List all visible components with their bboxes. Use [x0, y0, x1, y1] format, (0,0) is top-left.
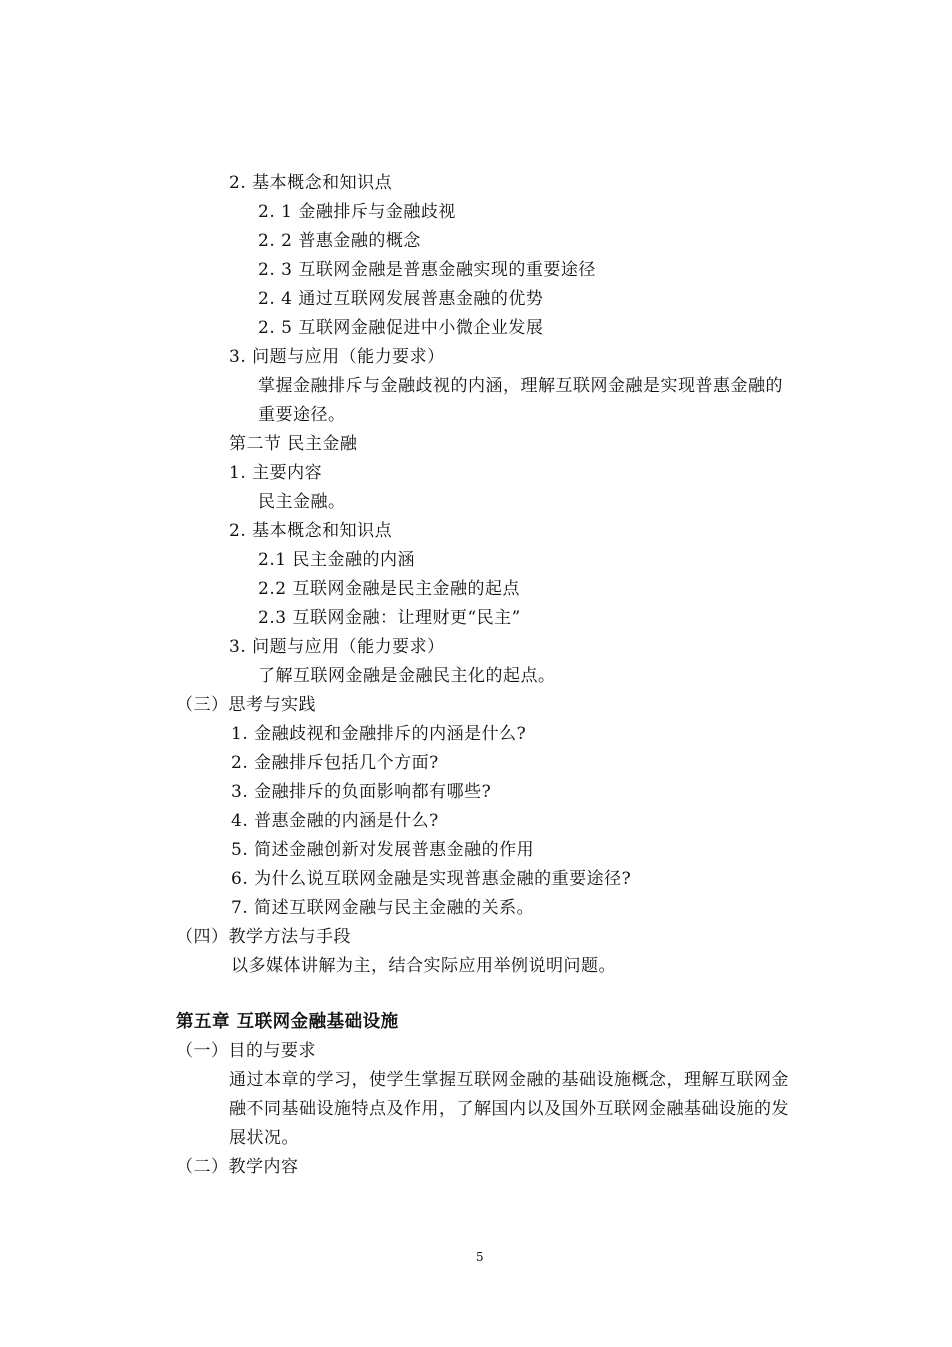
questions-heading: 3. 问题与应用（能力要求） [229, 347, 445, 367]
concepts-heading: 2. 基本概念和知识点 [229, 173, 393, 193]
methods-heading: （四）教学方法与手段 [176, 927, 351, 947]
practice-item: 2. 金融排斥包括几个方面? [231, 753, 439, 773]
concept-item: 2.3 互联网金融：让理财更“民主” [258, 608, 521, 628]
practice-item: 4. 普惠金融的内涵是什么? [231, 811, 439, 831]
practice-item: 6. 为什么说互联网金融是实现普惠金融的重要途径? [231, 869, 632, 889]
concept-item: 2. 4 通过互联网发展普惠金融的优势 [258, 289, 544, 309]
section-title: 第二节 民主金融 [229, 434, 358, 454]
objectives-text: 融不同基础设施特点及作用，了解国内以及国外互联网金融基础设施的发 [229, 1099, 789, 1119]
teaching-content-heading: （二）教学内容 [176, 1157, 299, 1177]
objectives-heading: （一）目的与要求 [176, 1041, 316, 1061]
practice-item: 5. 简述金融创新对发展普惠金融的作用 [231, 840, 535, 860]
chapter-title: 第五章 互联网金融基础设施 [176, 1012, 399, 1032]
objectives-text: 通过本章的学习，使学生掌握互联网金融的基础设施概念，理解互联网金 [229, 1070, 789, 1090]
practice-item: 1. 金融歧视和金融排斥的内涵是什么? [231, 724, 527, 744]
objectives-text: 展状况。 [229, 1128, 299, 1148]
concept-item: 2. 1 金融排斥与金融歧视 [258, 202, 456, 222]
content-text: 民主金融。 [258, 492, 346, 512]
concept-item: 2. 2 普惠金融的概念 [258, 231, 421, 251]
questions-text: 了解互联网金融是金融民主化的起点。 [258, 666, 556, 686]
concepts-heading: 2. 基本概念和知识点 [229, 521, 393, 541]
practice-item: 7. 简述互联网金融与民主金融的关系。 [231, 898, 535, 918]
page-number: 5 [476, 1250, 484, 1264]
practice-heading: （三）思考与实践 [176, 695, 316, 715]
questions-text: 掌握金融排斥与金融歧视的内涵，理解互联网金融是实现普惠金融的 [258, 376, 783, 396]
questions-heading: 3. 问题与应用（能力要求） [229, 637, 445, 657]
concept-item: 2.1 民主金融的内涵 [258, 550, 415, 570]
practice-item: 3. 金融排斥的负面影响都有哪些? [231, 782, 492, 802]
concept-item: 2.2 互联网金融是民主金融的起点 [258, 579, 520, 599]
methods-text: 以多媒体讲解为主，结合实际应用举例说明问题。 [231, 956, 616, 976]
concept-item: 2. 5 互联网金融促进中小微企业发展 [258, 318, 544, 338]
questions-text: 重要途径。 [258, 405, 346, 425]
content-heading: 1. 主要内容 [229, 463, 323, 483]
concept-item: 2. 3 互联网金融是普惠金融实现的重要途径 [258, 260, 596, 280]
